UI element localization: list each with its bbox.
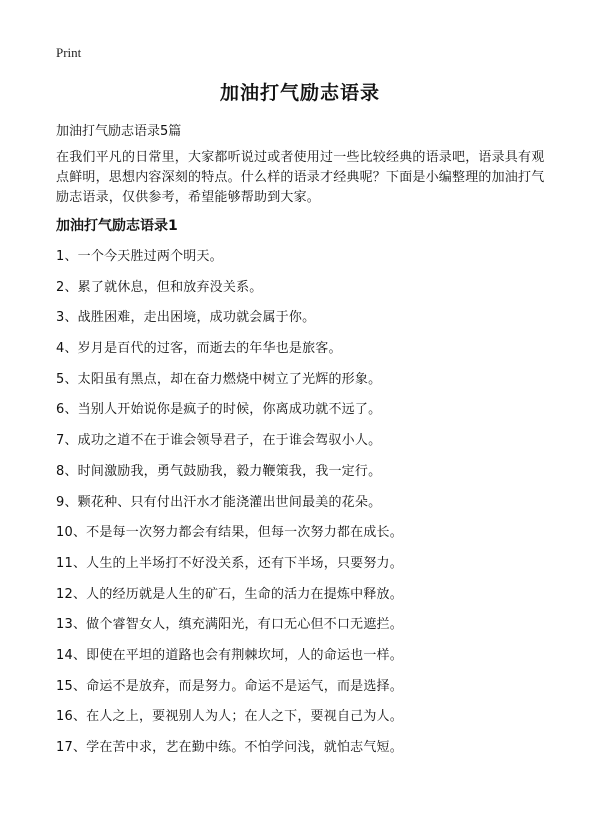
intro-paragraph: 在我们平凡的日常里，大家都听说过或者使用过一些比较经典的语录吧，语录具有观点鲜明，思想内容深刻的特点。什么样的语录才经典呢？下面是小编整理的加油打气励志语录，仅供参考，希望能够帮助到大家。 <box>56 150 545 205</box>
quote-list <box>56 247 556 769</box>
quote-item: 15、命运不是放弃，而是努力。命运不是运气，而是选择。 <box>56 678 403 694</box>
page-title: 加油打气励志语录 <box>219 82 380 104</box>
quote-item: 3、战胜困难，走出困境，成功就会属于你。 <box>56 310 316 326</box>
quote-item: 7、成功之道不在于谁会领导君子，在于谁会驾驭小人。 <box>56 433 382 449</box>
quote-item: 11、人生的上半场打不好没关系，还有下半场，只要努力。 <box>56 555 403 571</box>
quote-item: 6、当别人开始说你是疯子的时候，你离成功就不远了。 <box>56 402 382 418</box>
quote-item: 8、时间激励我，勇气鼓励我，毅力鞭策我，我一定行。 <box>56 463 382 479</box>
quote-item: 17、学在苦中求，艺在勤中练。不怕学问浅，就怕志气短。 <box>56 740 403 755</box>
quote-item: 14、即使在平坦的道路也会有荆棘坎坷，人的命运也一样。 <box>56 647 403 663</box>
quote-item: 4、岁月是百代的过客，而逝去的年华也是旅客。 <box>56 341 342 357</box>
quote-item: 5、太阳虽有黑点，却在奋力燃烧中树立了光辉的形象。 <box>56 371 382 387</box>
quote-item: 2、累了就休息，但和放弃没关系。 <box>56 279 263 295</box>
section-heading: 加油打气励志语录1 <box>56 218 178 234</box>
quote-item: 9、颗花种、只有付出汗水才能浇灌出世间最美的花朵。 <box>56 494 382 510</box>
quote-item: 16、在人之上，要视别人为人；在人之下，要视自己为人。 <box>56 709 403 725</box>
print-link[interactable]: Print <box>56 45 82 60</box>
quote-item: 10、不是每一次努力都会有结果，但每一次努力都在成长。 <box>56 525 403 541</box>
quote-item: 13、做个睿智女人，缜充满阳光，有口无心但不口无遮拦。 <box>56 617 403 633</box>
document-subtitle: 加油打气励志语录5篇 <box>56 124 182 139</box>
quote-item: 12、人的经历就是人生的矿石，生命的活力在提炼中释放。 <box>56 586 403 602</box>
quote-item: 1、一个今天胜过两个明天。 <box>56 249 223 264</box>
